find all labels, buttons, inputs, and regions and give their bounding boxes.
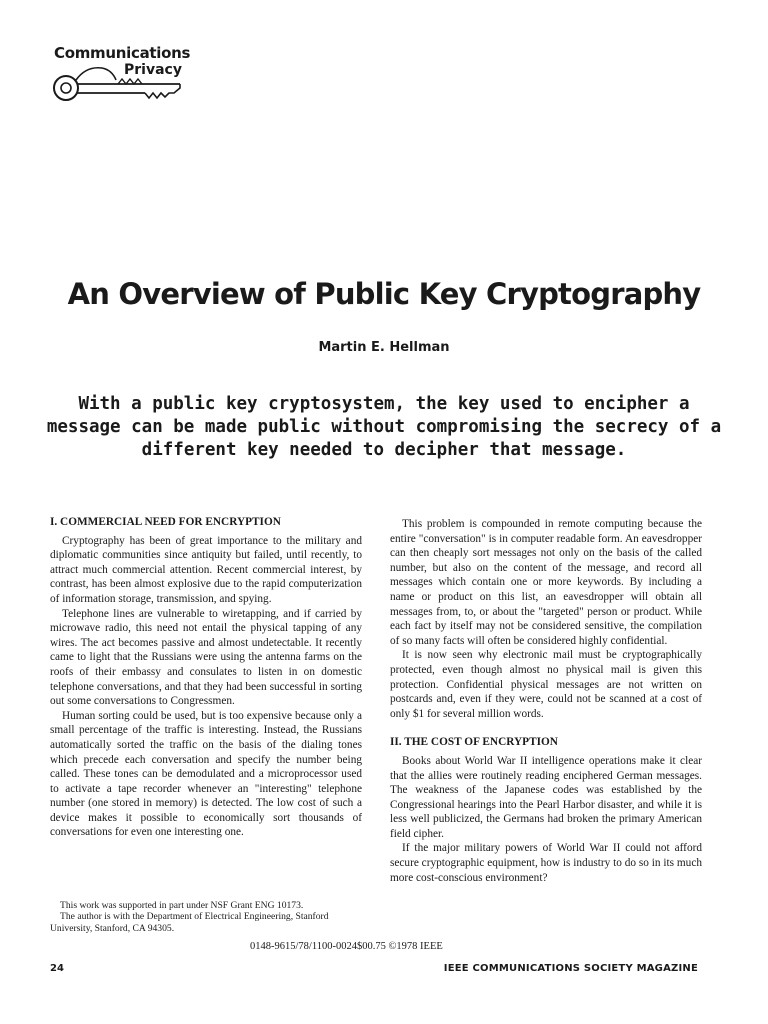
right-column xyxy=(390,517,702,885)
section-heading: II. THE COST OF ENCRYPTION xyxy=(390,736,558,749)
section-heading: I. COMMERCIAL NEED FOR ENCRYPTION xyxy=(50,516,281,528)
paragraph: It is now seen why electronic mail must be cryptographically protected, even though almost no physical mail is given this protection. Confidential physical messages are not written on postcards and, even if they were, could not be scanned at a cost of only $1 for several million words. xyxy=(390,649,702,720)
paragraph: Telephone lines are vulnerable to wiretapping, and if carried by microwave radio, this need not entail the physical tapping of any wires. The act becomes passive and almost undetectable. It recently came to light that the Russians were using the antenna farms on the roofs of their embassy and consulates to listen in on domestic telephone conversations, and that they had been successful in sorting out some conversations to Congressmen. xyxy=(50,607,362,708)
paragraph: Books about World War II intelligence operations make it clear that the allies were routinely reading enciphered German messages. The weakness of the Japanese codes was established by the Congressional hearings into the Pearl Harbor disaster, and while it is less well publicized, the Germans had broken the primary American field cipher. xyxy=(390,754,702,840)
footnote-grant: This work was supported in part under NSF Grant ENG 10173. xyxy=(60,900,304,911)
copyright-line: 0148-9615/78/1100-0024$00.75 ©1978 IEEE xyxy=(250,941,443,952)
department-logo xyxy=(50,44,190,108)
article-title: An Overview of Public Key Cryptography xyxy=(67,277,701,311)
paragraph: If the major military powers of World War II could not afford secure cryptographic equipment, how is industry to do so in its much more cost-conscious environment? xyxy=(390,842,702,884)
author-name: Martin E. Hellman xyxy=(318,340,450,355)
paragraph: Human sorting could be used, but is too expensive because only a small percentage of the traffic is interesting. Instead, the Russians automatically sorted the traffic on the basis of the dialing tones which precede each conversation and specify the number being called. These tones can be demodulated and a microprocessor used to activate a tape recorder whenever an "interesting" telephone number (one stored in memory) is detected. The low cost of such a device makes it possible to economically sort thousands of conversations for even one interesting one. xyxy=(50,709,362,839)
footnote-affiliation: The author is with the Department of Electrical Engineering, Stanford University, Stanford, CA 94305. xyxy=(50,911,329,934)
page-number: 24 xyxy=(50,963,64,974)
paragraph: This problem is compounded in remote computing because the entire "conversation" is in computer readable form. An eavesdropper can then cheaply sort messages not only on the basis of the called number, but also on the content of the message, and record all messages which contain one or more keywords. By including a name or product on this list, an eavesdropper will obtain all messages from, to, or about the "targeted" person or product. While each fact by itself may not be considered sensitive, the compilation of so many facts will often be considered highly confidential. xyxy=(390,518,702,647)
logo-privacy-text: Privacy xyxy=(124,62,182,78)
logo-communications-text: Communications xyxy=(54,44,191,62)
left-column xyxy=(50,515,362,840)
key-icon xyxy=(50,64,190,108)
abstract: With a public key cryptosystem, the key used to encipher a message can be made public without compromising the secrecy of a different key needed to decipher that message. xyxy=(46,394,722,460)
journal-name: IEEE COMMUNICATIONS SOCIETY MAGAZINE xyxy=(443,963,698,974)
paragraph: Cryptography has been of great importance to the military and diplomatic communities since antiquity but failed, until recently, to attract much commercial attention. Recent commercial interest, by contrast, has been almost explosive due to the rapid computerization of information storage, transmission, and spying. xyxy=(50,534,362,605)
footnote xyxy=(50,900,368,934)
